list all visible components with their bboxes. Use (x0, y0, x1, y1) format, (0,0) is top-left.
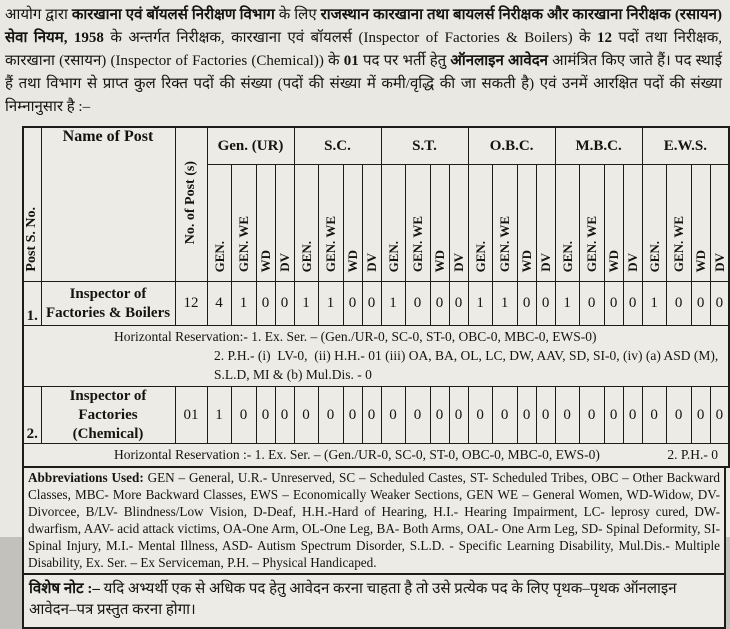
subcolumn-header-label: DV (625, 253, 641, 272)
subcolumn-header-dv (275, 165, 294, 282)
vacancy-count-cell: 1 (207, 387, 231, 444)
subcolumn-header-gen (294, 165, 318, 282)
abbreviations-text: GEN – General, U.R.- Unreserved, SC – Scheduled Castes, ST- Scheduled Tribes, OBC – Other Backward Classes, MBC- More Backward Classes, EWS – Economically Weaker Sections, GEN WE – General Women, WD-Widow, DV-Divorcee, B/LV- Blindness/Low Vision, D-Deaf, H.H.-Hard of Hearing, H.I.- Hearing Impairment, LC- leprosy cured, DW-dwarfism, AAV- acid attack victims, OA-One Arm, OL-One Leg, BA- Both Arms, OAL- One Arm Leg, SD- Spinal Deformity, SI- Spinal Injury, M.I.- Mental Illness, ASD- Autism Spectrum Disorder, S.L.D. - Specific Learning Disability, Mul.Dis.- Multiple Disability, Ex. Ser. – Ex Serviceman, P.H. – Physical Handicaped. (28, 470, 720, 571)
intro-bold-text: राजस्थान कारखाना तथा बायलर्स निरीक्षक और कारखाना निरीक्षक (रसायन) सेवा नियम, 1958 (5, 7, 722, 46)
subcolumn-header-gen-we (405, 165, 430, 282)
vacancy-count-cell: 0 (623, 387, 642, 444)
intro-text: के लिए (274, 7, 321, 23)
vacancy-count-cell: 0 (275, 387, 294, 444)
subcolumn-header-gen (381, 165, 405, 282)
vacancy-count-cell: 0 (623, 282, 642, 326)
subcolumn-header-label: GEN. WE (323, 215, 339, 272)
vacancy-count-cell: 0 (666, 387, 691, 444)
vacancy-table (22, 126, 730, 468)
subcolumn-header-label: GEN. (298, 240, 314, 272)
subcolumn-header-gen (642, 165, 666, 282)
subcolumn-header-wd (691, 165, 710, 282)
subcolumn-header-label: GEN. WE (671, 215, 687, 272)
subcolumn-header-wd (604, 165, 623, 282)
vacancy-count-cell: 1 (231, 282, 256, 326)
subcolumn-header-label: WD (258, 249, 273, 272)
post-row-2 (23, 387, 729, 444)
vacancy-count-cell: 1 (555, 282, 579, 326)
subcolumn-header-label: DV (538, 253, 554, 272)
vacancy-count-cell: 0 (256, 282, 275, 326)
vacancy-count-cell: 0 (710, 282, 729, 326)
intro-bold-text: ऑनलाइन आवेदन (450, 53, 548, 69)
group-header-obc: O.B.C. (468, 127, 555, 165)
vacancy-count-cell: 0 (405, 282, 430, 326)
vacancy-count-cell: 0 (604, 387, 623, 444)
vacancy-count-cell: 1 (642, 282, 666, 326)
horizontal-reservation-cell (23, 326, 729, 387)
subcolumn-header-label: DV (451, 253, 467, 272)
post-row-1 (23, 282, 729, 326)
vacancy-count-cell: 0 (555, 387, 579, 444)
reservation-line: 2. P.H.- (i) LV-0, (ii) H.H.- 01 (iii) OA, BA, OL, LC, DW, AAV, SD, SI-0, (iv) (a) ASD (M), S.L.D, MI & (b) Mul.Dis. - 0 (214, 348, 722, 382)
subcolumn-header-label: GEN. (559, 240, 575, 272)
subcolumn-header-gen-we (231, 165, 256, 282)
vacancy-count-cell: 0 (642, 387, 666, 444)
group-header-ews: E.W.S. (642, 127, 729, 165)
vacancy-count-cell: 1 (294, 282, 318, 326)
vacancy-count-cell: 0 (710, 387, 729, 444)
subcolumn-header-wd (256, 165, 275, 282)
post-total-count: 12 (175, 282, 207, 326)
vacancy-count-cell: 1 (468, 282, 492, 326)
special-note-text: यदि अभ्यर्थी एक से अधिक पद हेतु आवेदन करना चाहता है तो उसे प्रत्येक पद के लिए पृथक–पृथक ऑनलाइन आवेदन–पत्र प्रस्तुत करना होगा। (29, 581, 677, 619)
vacancy-count-cell: 0 (343, 282, 362, 326)
column-header-post-sno: Post S. No. (23, 127, 41, 282)
subcolumn-header-label: WD (693, 249, 709, 272)
subcolumn-header-label: GEN. WE (497, 215, 513, 272)
subcolumn-header-label: WD (432, 249, 448, 272)
subcolumn-header-wd (517, 165, 536, 282)
intro-text: आमंत्रित किए जाते हैं। पद स्थाई हैं तथा विभाग से प्राप्त कुल रिक्त पदों की संख्या (पदों की संख्या में कमी/वृद्धि की जा सकती है) एवं उनमें आरक्षित पदों की संख्या निम्नानुसार है :– (5, 53, 722, 115)
subcolumn-header-label: GEN. WE (584, 215, 600, 272)
special-note-label: विशेष नोट :– (29, 581, 100, 598)
vacancy-count-cell: 0 (691, 387, 710, 444)
vacancy-count-cell: 0 (318, 387, 343, 444)
subcolumn-header-gen-we (666, 165, 691, 282)
column-header-name-of-post: Name of Post (41, 127, 175, 282)
column-header-no-of-posts: No. of Post (s) (175, 127, 207, 282)
subcolumn-header-label: WD (519, 249, 535, 272)
vacancy-count-cell: 1 (381, 282, 405, 326)
vacancy-count-cell: 0 (579, 387, 604, 444)
vacancy-count-cell: 0 (468, 387, 492, 444)
subcolumn-header-label: GEN. (646, 240, 662, 272)
vacancy-count-cell: 0 (517, 282, 536, 326)
subcolumn-header-label: DV (364, 253, 380, 272)
abbreviations-label: Abbreviations Used: (28, 470, 144, 486)
subcolumn-header-label: GEN. WE (236, 215, 251, 272)
vacancy-count-cell: 0 (536, 282, 555, 326)
vacancy-count-cell: 0 (343, 387, 362, 444)
subcolumn-header-label: DV (711, 253, 727, 272)
group-header-gen-ur: Gen. (UR) (207, 127, 294, 165)
vacancy-count-cell: 0 (256, 387, 275, 444)
vacancy-count-cell: 0 (536, 387, 555, 444)
horizontal-reservation-cell (23, 444, 729, 468)
subcolumn-header-dv (710, 165, 729, 282)
vacancy-count-cell: 0 (430, 282, 449, 326)
intro-bold-text: 01 (343, 53, 359, 69)
vacancy-count-cell: 1 (318, 282, 343, 326)
vacancy-count-cell: 0 (430, 387, 449, 444)
subcolumn-header-gen (468, 165, 492, 282)
subcolumn-header-dv (536, 165, 555, 282)
subcolumn-header-gen-we (318, 165, 343, 282)
vacancy-count-cell: 0 (691, 282, 710, 326)
intro-text: पदों तथा निरीक्षक, कारखाना (रसायन) (Inspector of Factories (Chemical)) के (5, 30, 722, 69)
group-header-row (23, 127, 729, 165)
group-header-mbc: M.B.C. (555, 127, 642, 165)
reservation-line: Horizontal Reservation:- 1. Ex. Ser. – (Gen./UR-0, SC-0, ST-0, OBC-0, MBC-0, EWS-0) (114, 329, 597, 344)
reservation-line: Horizontal Reservation :- 1. Ex. Ser. – (Gen./UR-0, SC-0, ST-0, OBC-0, MBC-0, EWS-0) 2. P.H.- 0 (114, 447, 718, 463)
intro-text: पद पर भर्ती हेतु (358, 53, 451, 69)
vacancy-count-cell: 0 (231, 387, 256, 444)
vacancy-count-cell: 0 (492, 387, 517, 444)
vacancy-count-cell: 0 (362, 387, 381, 444)
vacancy-count-cell: 0 (405, 387, 430, 444)
vacancy-count-cell: 4 (207, 282, 231, 326)
subcolumn-header-gen (555, 165, 579, 282)
vacancy-count-cell: 0 (666, 282, 691, 326)
intro-bold-text: कारखाना एवं बॉयलर्स निरीक्षण विभाग (71, 7, 275, 23)
vacancy-count-cell: 0 (449, 282, 468, 326)
vacancy-count-cell: 0 (275, 282, 294, 326)
subcolumn-header-wd (343, 165, 362, 282)
intro-text: के अन्तर्गत निरीक्षक, कारखाना एवं बॉयलर्स (Inspector of Factories & Boilers) के (103, 30, 597, 46)
post-serial-number: 1. (23, 282, 41, 326)
post-name: Inspector of Factories (Chemical) (41, 387, 175, 444)
vacancy-count-cell: 0 (517, 387, 536, 444)
subcolumn-header-label: GEN. WE (410, 215, 426, 272)
subcolumn-header-label: WD (606, 249, 622, 272)
vacancy-count-cell: 0 (294, 387, 318, 444)
subcolumn-header-label: WD (345, 249, 361, 272)
vacancy-count-cell: 0 (449, 387, 468, 444)
subcolumn-header-wd (430, 165, 449, 282)
special-note-box (22, 573, 726, 629)
vacancy-count-cell: 0 (381, 387, 405, 444)
subcolumn-header-label: GEN. (385, 240, 401, 272)
subcolumn-header-dv (449, 165, 468, 282)
group-header-st: S.T. (381, 127, 468, 165)
vacancy-count-cell: 0 (604, 282, 623, 326)
subcolumn-header-gen-we (492, 165, 517, 282)
intro-paragraph (0, 0, 730, 119)
intro-text: आयोग द्वारा (5, 7, 72, 23)
horizontal-reservation-row-1 (23, 326, 729, 387)
vacancy-count-cell: 0 (579, 282, 604, 326)
subcolumn-header-label: GEN. (472, 240, 488, 272)
abbreviations-box (22, 466, 726, 575)
vacancy-count-cell: 1 (492, 282, 517, 326)
post-total-count: 01 (175, 387, 207, 444)
subcolumn-header-label: GEN. (211, 240, 227, 272)
horizontal-reservation-row-2 (23, 444, 729, 468)
subcolumn-header-dv (362, 165, 381, 282)
subcolumn-header-gen-we (579, 165, 604, 282)
subcolumn-header-dv (623, 165, 642, 282)
vacancy-count-cell: 0 (362, 282, 381, 326)
group-header-sc: S.C. (294, 127, 381, 165)
post-name: Inspector of Factories & Boilers (41, 282, 175, 326)
post-serial-number: 2. (23, 387, 41, 444)
subcolumn-header-label: DV (277, 253, 292, 272)
intro-bold-text: 12 (596, 30, 612, 46)
subcolumn-header-gen (207, 165, 231, 282)
